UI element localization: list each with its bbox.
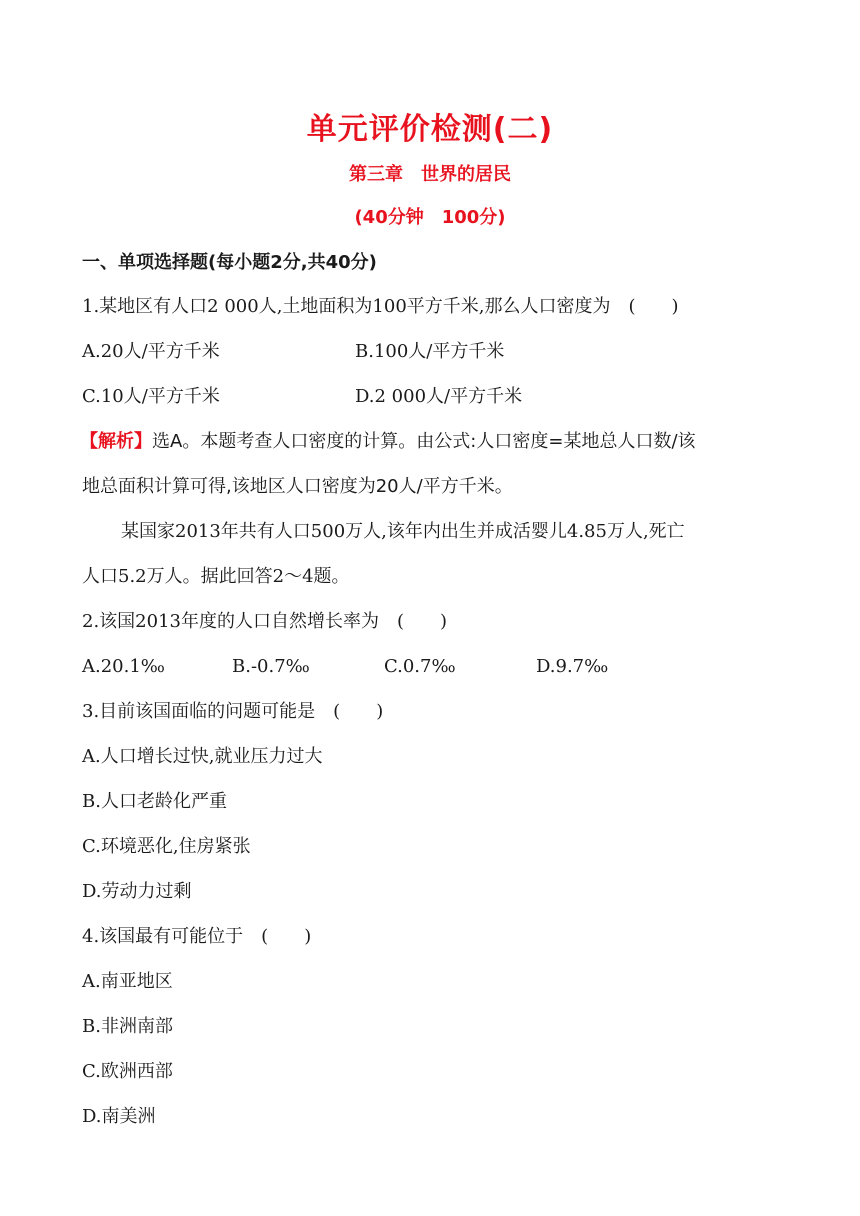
question-3-option-c: C.环境恶化,住房紧张 — [82, 836, 251, 857]
question-4-stem: 4.该国最有可能位于 ( ) — [82, 926, 312, 947]
question-1-option-c: C.10人/平方千米 — [82, 386, 220, 407]
chapter-subtitle: 第三章 世界的居民 — [349, 164, 511, 185]
analysis-line-1 — [80, 431, 696, 453]
question-2-option-d: D.9.7‰ — [536, 656, 609, 677]
question-1-option-a: A.20人/平方千米 — [82, 341, 220, 362]
question-3-option-b: B.人口老龄化严重 — [82, 791, 227, 812]
question-1-option-d: D.2 000人/平方千米 — [355, 386, 523, 407]
question-2-option-b: B.-0.7‰ — [232, 656, 310, 677]
question-3-stem: 3.目前该国面临的问题可能是 ( ) — [82, 701, 384, 722]
analysis-tag: 【解析】 — [80, 431, 152, 452]
analysis-text-1: 选A。本题考查人口密度的计算。由公式:人口密度=某地总人口数/该 — [152, 431, 696, 452]
question-1-stem: 1.某地区有人口2 000人,土地面积为100平方千米,那么人口密度为 ( ) — [82, 296, 679, 317]
page-title: 单元评价检测(二) — [306, 112, 554, 147]
question-3-option-d: D.劳动力过剩 — [82, 881, 192, 902]
question-4-option-b: B.非洲南部 — [82, 1016, 173, 1037]
question-4-option-d: D.南美洲 — [82, 1106, 156, 1127]
passage-line-2: 人口5.2万人。据此回答2～4题。 — [82, 566, 350, 587]
time-score: (40分钟 100分) — [354, 207, 506, 228]
question-4-option-a: A.南亚地区 — [82, 971, 173, 992]
passage-line-1: 某国家2013年共有人口500万人,该年内出生并成活婴儿4.85万人,死亡 — [121, 521, 685, 542]
section-heading: 一、单项选择题(每小题2分,共40分) — [82, 252, 377, 273]
question-2-stem: 2.该国2013年度的人口自然增长率为 ( ) — [82, 611, 448, 632]
question-2-option-a: A.20.1‰ — [82, 656, 165, 677]
question-4-option-c: C.欧洲西部 — [82, 1061, 173, 1082]
question-1-option-b: B.100人/平方千米 — [355, 341, 505, 362]
question-2-option-c: C.0.7‰ — [384, 656, 456, 677]
analysis-line-2: 地总面积计算可得,该地区人口密度为20人/平方千米。 — [82, 476, 513, 497]
question-3-option-a: A.人口增长过快,就业压力过大 — [82, 746, 323, 767]
